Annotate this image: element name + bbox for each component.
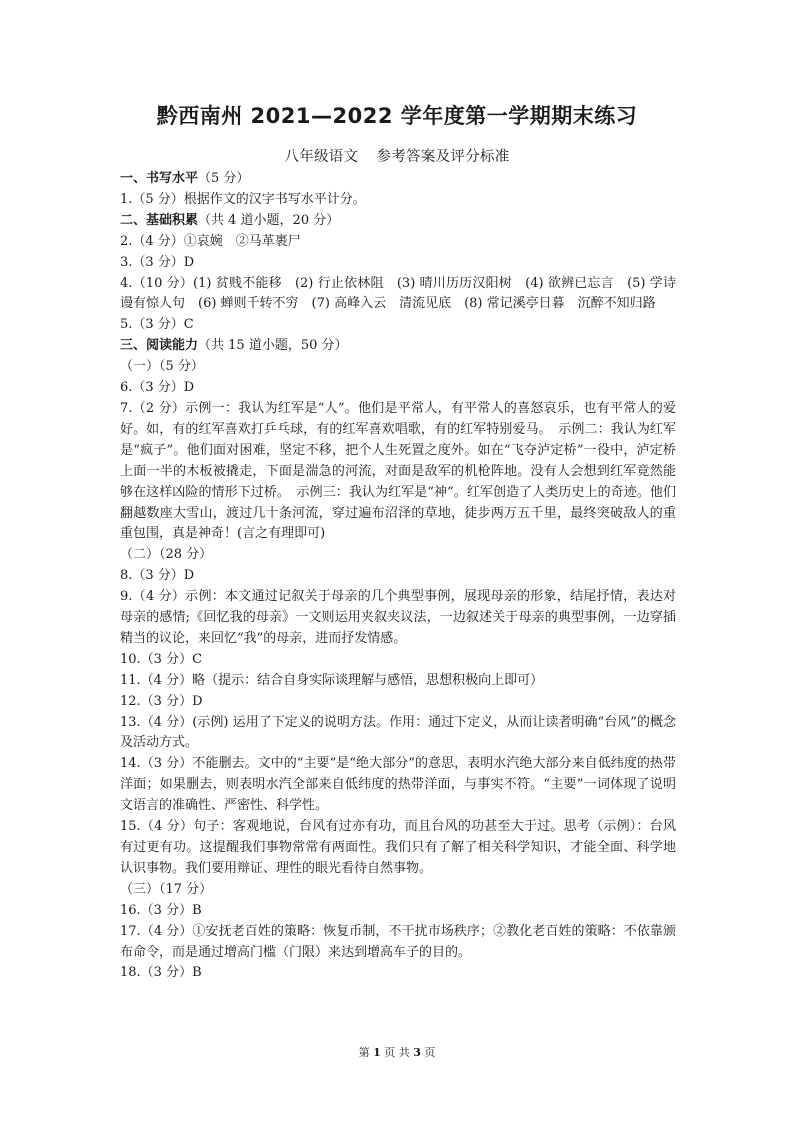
answer-content xyxy=(120,169,676,984)
answer-q2: 2.（4 分）①哀婉 ②马革裹尸 xyxy=(120,233,301,249)
answer-q14: 14.（3 分）不能删去。文中的“主要”是“绝大部分”的意思，表明水汽绝大部分来自低纬度的热带洋面；如果删去，则表明水汽全部来自低纬度的热带洋面，与事实不符。“主要”一词体现了说明文语言的准确性、严密性、科学性。 xyxy=(120,756,676,814)
subtitle-grade: 八年级语文 xyxy=(284,149,359,165)
section-points: （共 15 道小题，50 分） xyxy=(198,338,348,354)
subtitle-doc-type: 参考答案及评分标准 xyxy=(376,149,510,165)
section-title: 三、阅读能力 xyxy=(120,338,199,354)
answer-q8: 8.（3 分）D xyxy=(120,568,195,584)
section-heading-reading xyxy=(120,336,676,357)
subsection-1: （一）（5 分） xyxy=(120,359,204,375)
footer-total-pages: 3 xyxy=(413,1046,421,1059)
section-title: 一、书写水平 xyxy=(120,171,199,186)
page-footer xyxy=(0,1044,794,1060)
section-points: （5 分） xyxy=(198,171,250,186)
footer-post: 页 xyxy=(424,1046,436,1059)
answer-q13: 13.（4 分）(示例) 运用了下定义的说明方法。作用：通过下定义，从而让读者明确“台风”的概念及活动方式。 xyxy=(120,714,676,751)
answer-q16: 16.（3 分）B xyxy=(120,902,202,918)
answer-q7: 7.（2 分）示例一：我认为红军是“人”。他们是平常人，有平常人的喜怒哀乐，也有平常人的爱好。如，有的红军喜欢打乒乓球，有的红军喜欢唱歌，有的红军特别爱马。 示例二：我认为红军是“疯子”。他们面对困难，坚定不移，把个人生死置之度外。如在“飞夺泸定桥”一役中，泸定桥上面一半的木板被撬走，下面是湍急的河流，对面是敌军的机枪阵地。没有人会想到红军竟然能够在这样凶险的情形下过桥。 示例三：我认为红军是“神”。红军创造了人类历史上的奇迹。他们翻越数座大雪山，渡过几十条河流，穿过遍布沼泽的草地，徒步两万五千里，最终突破敌人的重重包围，真是神奇！(言之有理即可) xyxy=(120,400,676,542)
answer-q10: 10.（3 分）C xyxy=(120,651,203,667)
answer-q18: 18.（3 分）B xyxy=(120,965,202,981)
subsection-2: （二）（28 分） xyxy=(120,547,213,563)
answer-q12: 12.（3 分）D xyxy=(120,693,203,709)
answer-q3: 3.（3 分）D xyxy=(120,254,195,270)
answer-q17: 17.（4 分）①安抚老百姓的策略：恢复币制，不干扰市场秩序；②教化老百姓的策略：不依靠颁布命令，而是通过增高门槛（门限）来达到增高车子的目的。 xyxy=(120,923,676,960)
answer-q11: 11.（4 分）略（提示：结合自身实际谈理解与感悟，思想积极向上即可） xyxy=(120,672,544,688)
answer-q6: 6.（3 分）D xyxy=(120,380,195,396)
footer-page-number: 1 xyxy=(373,1046,381,1059)
answer-q9: 9.（4 分）示例：本文通过记叙关于母亲的几个典型事例，展现母亲的形象，结尾抒情，表达对母亲的感情;《回忆我的母亲》一文则运用夹叙夹议法，一边叙述关于母亲的典型事例，一边穿插精当的议论，来回忆“我”的母亲，进而抒发情感。 xyxy=(120,589,676,646)
section-heading-basics xyxy=(120,211,676,232)
footer-mid: 页 共 xyxy=(384,1046,410,1059)
subsection-3: （三）（17 分） xyxy=(120,881,213,897)
answer-q5: 5.（3 分）C xyxy=(120,317,194,333)
footer-pre: 第 xyxy=(358,1046,370,1059)
answer-q15: 15.（4 分）句子：客观地说，台风有过亦有功，而且台风的功甚至大于过。思考（示例）：台风有过更有功。这提醒我们事物常常有两面性。我们只有了解了相关科学知识，才能全面、科学地认识事物。我们要用辩证、理性的眼光看待自然事物。 xyxy=(120,819,676,876)
page-title: 黔西南州 2021—2022 学年度第一学期期末练习 xyxy=(156,104,638,128)
section-heading-writing xyxy=(120,169,676,190)
section-points: （共 4 道小题，20 分） xyxy=(198,212,340,228)
answer-q4: 4.（10 分）(1) 贫贱不能移 (2) 行止依林阻 (3) 晴川历历汉阳树 (4) 欲辨已忘言 (5) 学诗谩有惊人句 (6) 蝉则千转不穷 (7) 高峰入云 清流见底 (8) 常记溪亭日暮 沉醉不知归路 xyxy=(120,275,676,312)
section-title: 二、基础积累 xyxy=(120,212,199,228)
page-subtitle xyxy=(0,145,794,166)
answer-q1: 1.（5 分）根据作文的汉字书写水平计分。 xyxy=(120,191,366,207)
